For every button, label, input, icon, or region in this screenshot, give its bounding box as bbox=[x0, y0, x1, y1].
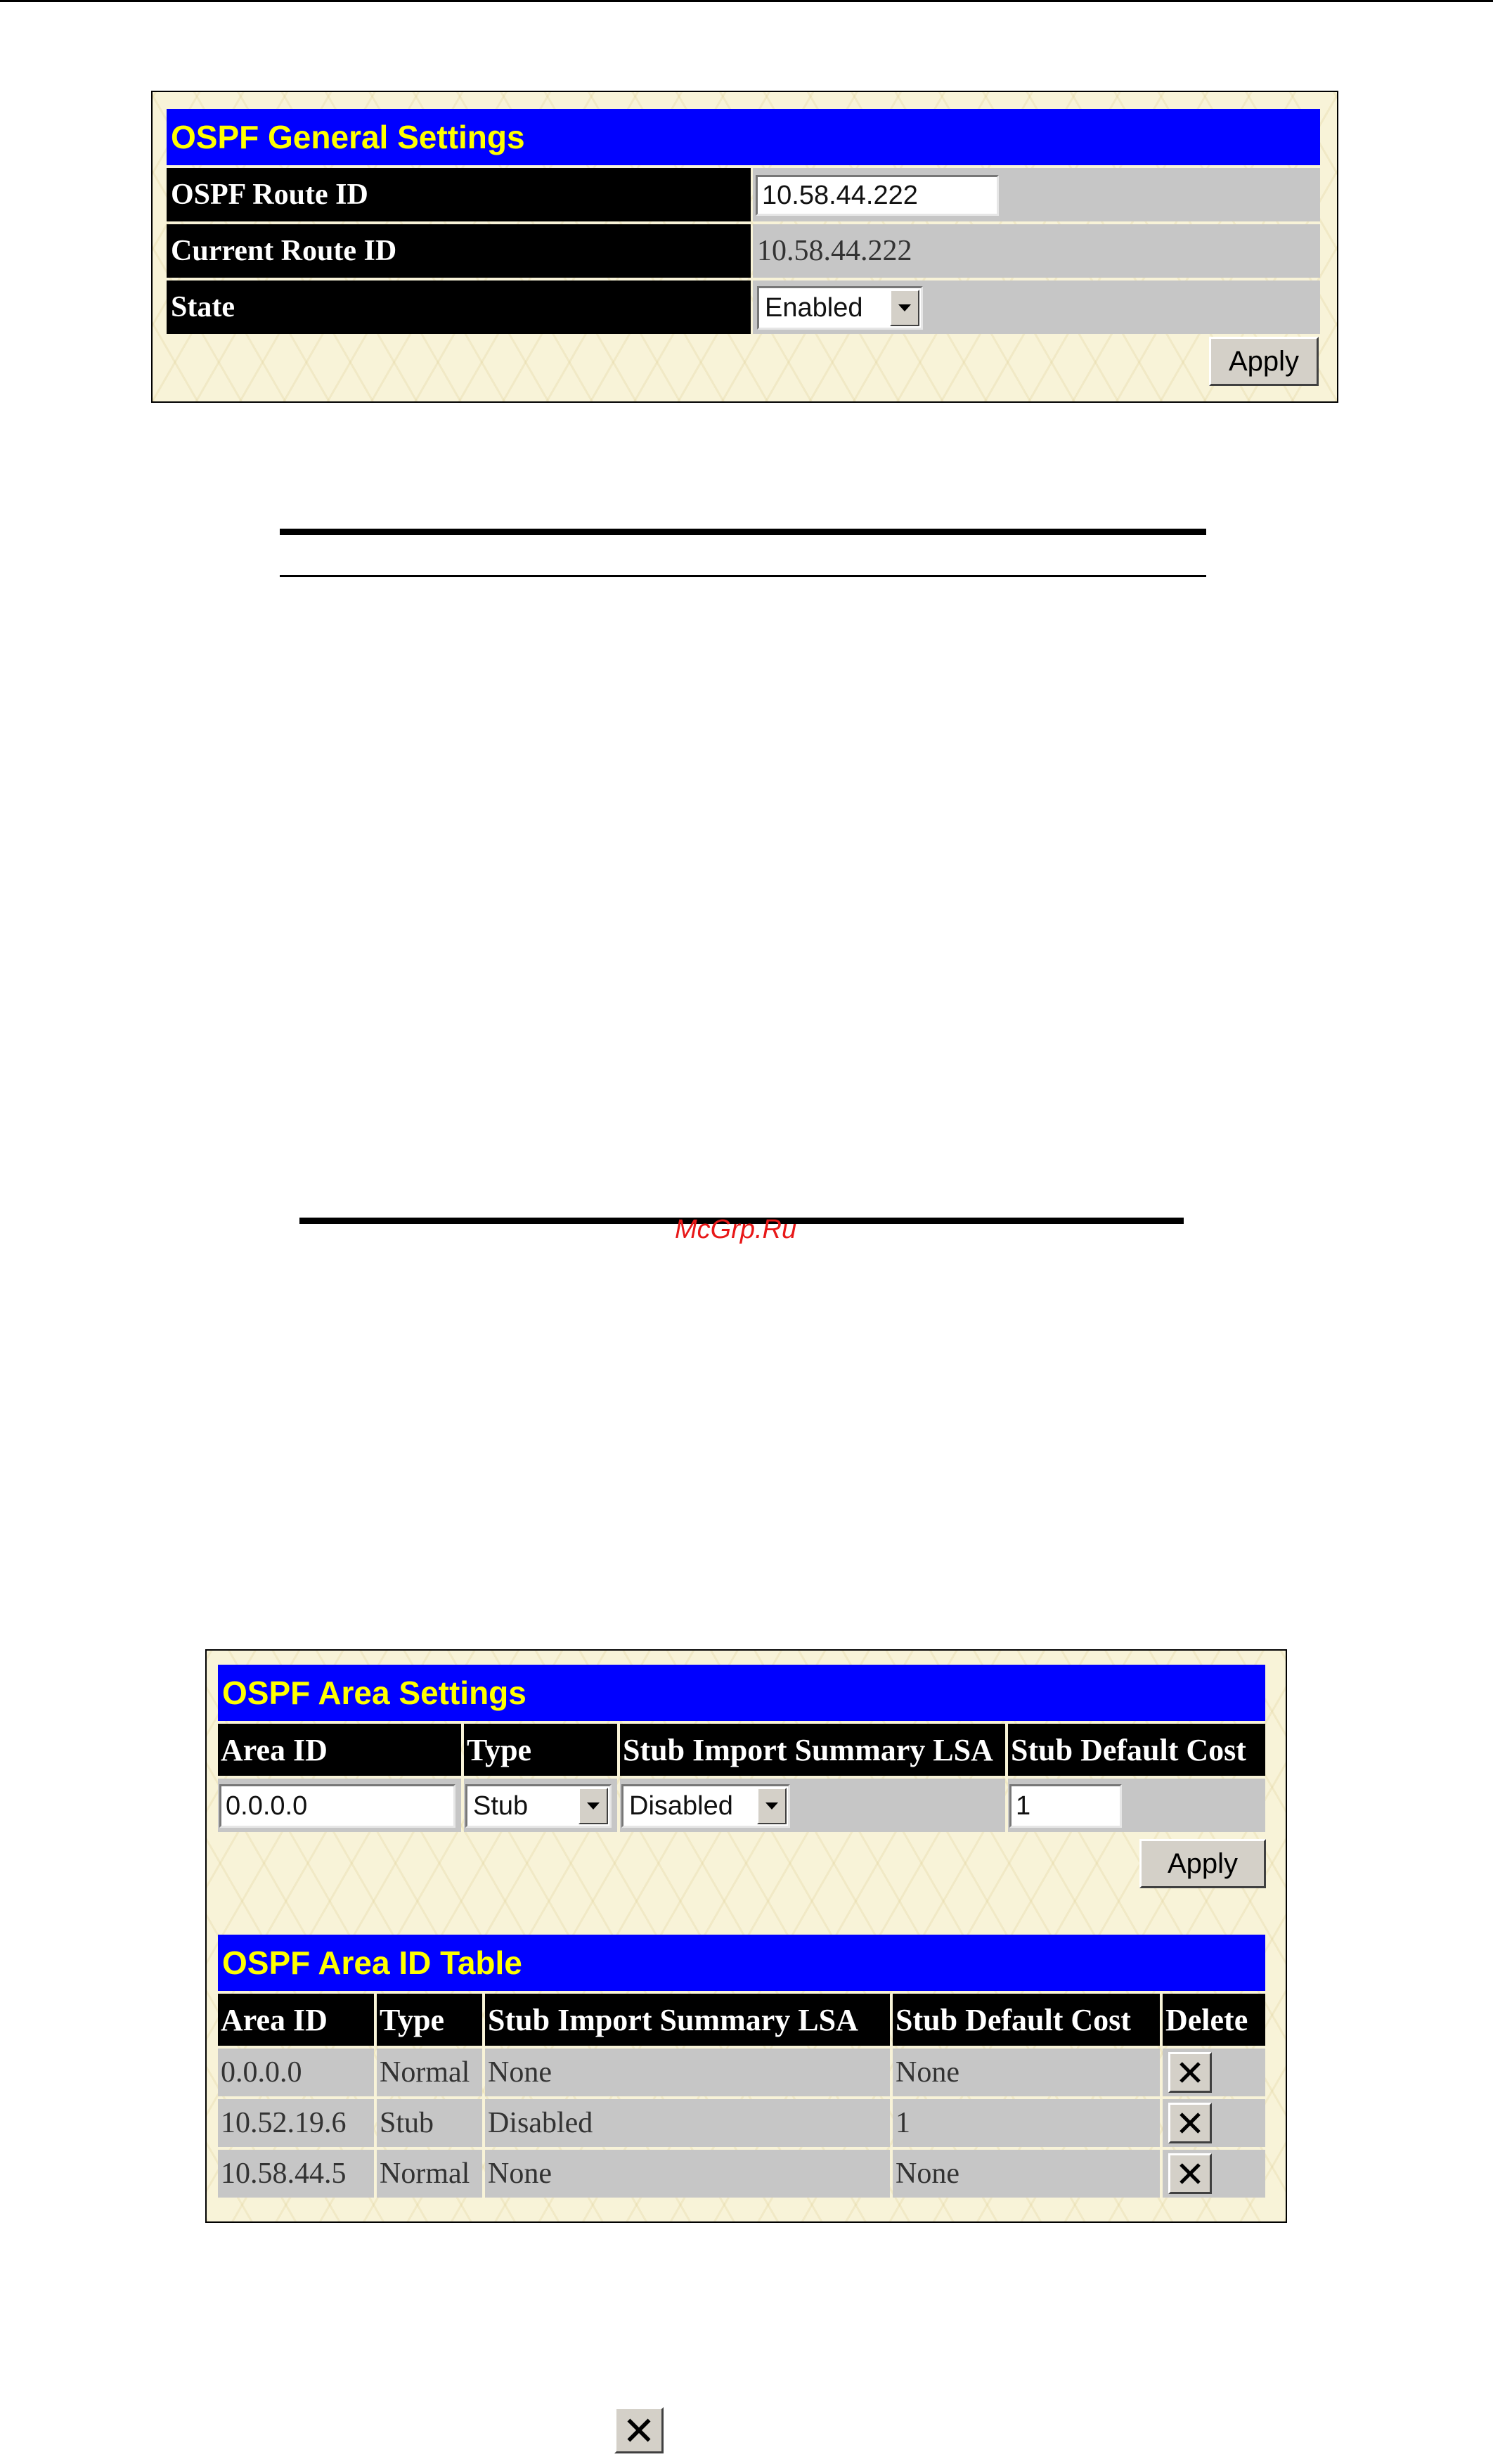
table-stub-import-header: Stub Import Summary LSA bbox=[485, 1994, 890, 2046]
row-area-id: 0.0.0.0 bbox=[218, 2049, 374, 2096]
close-x-icon bbox=[1178, 2111, 1202, 2135]
ospf-route-id-label: OSPF Route ID bbox=[167, 168, 751, 221]
state-select-value: Enabled bbox=[765, 292, 863, 323]
page-top-rule bbox=[0, 0, 1493, 2]
area-id-header: Area ID bbox=[218, 1724, 461, 1776]
area-id-table-title: OSPF Area ID Table bbox=[218, 1935, 1265, 1991]
table-stub-cost-header: Stub Default Cost bbox=[893, 1994, 1160, 2046]
area-id-input-cell bbox=[218, 1779, 461, 1832]
state-cell bbox=[753, 280, 1320, 334]
ospf-route-id-input[interactable]: 10.58.44.222 bbox=[756, 175, 999, 216]
close-x-icon bbox=[626, 2417, 652, 2444]
row-delete-cell bbox=[1163, 2099, 1265, 2147]
type-header: Type bbox=[464, 1724, 617, 1776]
row-stub-import: None bbox=[485, 2150, 890, 2198]
row-stub-cost: 1 bbox=[893, 2099, 1160, 2147]
general-settings-title: OSPF General Settings bbox=[167, 109, 1320, 165]
type-select-cell bbox=[464, 1779, 617, 1832]
watermark-text: McGrp.Ru bbox=[675, 1215, 797, 1244]
table-area-id-header: Area ID bbox=[218, 1994, 374, 2046]
area-apply-button[interactable]: Apply bbox=[1139, 1839, 1266, 1888]
row-stub-cost: None bbox=[893, 2150, 1160, 2198]
area-id-input[interactable]: 0.0.0.0 bbox=[219, 1784, 455, 1828]
chevron-down-icon[interactable] bbox=[757, 1788, 787, 1824]
table-type-header: Type bbox=[377, 1994, 482, 2046]
row-stub-import: None bbox=[485, 2049, 890, 2096]
stub-import-select[interactable] bbox=[621, 1784, 790, 1828]
close-x-icon bbox=[1178, 2060, 1202, 2084]
row-type: Stub bbox=[377, 2099, 482, 2147]
row-stub-cost: None bbox=[893, 2049, 1160, 2096]
delete-icon-sample bbox=[614, 2407, 664, 2453]
type-select[interactable] bbox=[465, 1784, 612, 1828]
stub-cost-input-cell bbox=[1008, 1779, 1265, 1832]
delete-row-button[interactable] bbox=[1168, 2052, 1212, 2093]
ospf-area-settings-panel bbox=[205, 1649, 1287, 2223]
ospf-general-settings-panel bbox=[151, 91, 1338, 403]
current-route-id-label: Current Route ID bbox=[167, 224, 751, 278]
stub-import-select-cell bbox=[620, 1779, 1005, 1832]
row-type: Normal bbox=[377, 2150, 482, 2198]
row-stub-import: Disabled bbox=[485, 2099, 890, 2147]
row-delete-cell bbox=[1163, 2049, 1265, 2096]
section-rule-thin bbox=[280, 575, 1206, 577]
stub-import-header: Stub Import Summary LSA bbox=[620, 1724, 1005, 1776]
close-x-icon bbox=[1178, 2162, 1202, 2186]
delete-row-button[interactable] bbox=[1168, 2153, 1212, 2194]
stub-cost-header: Stub Default Cost bbox=[1008, 1724, 1265, 1776]
general-apply-button[interactable]: Apply bbox=[1209, 337, 1319, 386]
state-select[interactable] bbox=[757, 286, 923, 330]
ospf-route-id-cell bbox=[753, 168, 1320, 221]
chevron-down-icon[interactable] bbox=[579, 1788, 608, 1824]
state-label: State bbox=[167, 280, 751, 334]
section-rule-thick bbox=[280, 529, 1206, 535]
chevron-down-icon[interactable] bbox=[890, 290, 919, 326]
table-delete-header: Delete bbox=[1163, 1994, 1265, 2046]
stub-import-select-value: Disabled bbox=[629, 1791, 733, 1821]
row-area-id: 10.52.19.6 bbox=[218, 2099, 374, 2147]
type-select-value: Stub bbox=[473, 1791, 529, 1821]
stub-cost-input[interactable]: 1 bbox=[1009, 1784, 1122, 1828]
delete-row-button[interactable] bbox=[1168, 2103, 1212, 2143]
current-route-id-value: 10.58.44.222 bbox=[753, 224, 1320, 278]
area-settings-title: OSPF Area Settings bbox=[218, 1665, 1265, 1721]
row-type: Normal bbox=[377, 2049, 482, 2096]
row-area-id: 10.58.44.5 bbox=[218, 2150, 374, 2198]
row-delete-cell bbox=[1163, 2150, 1265, 2198]
